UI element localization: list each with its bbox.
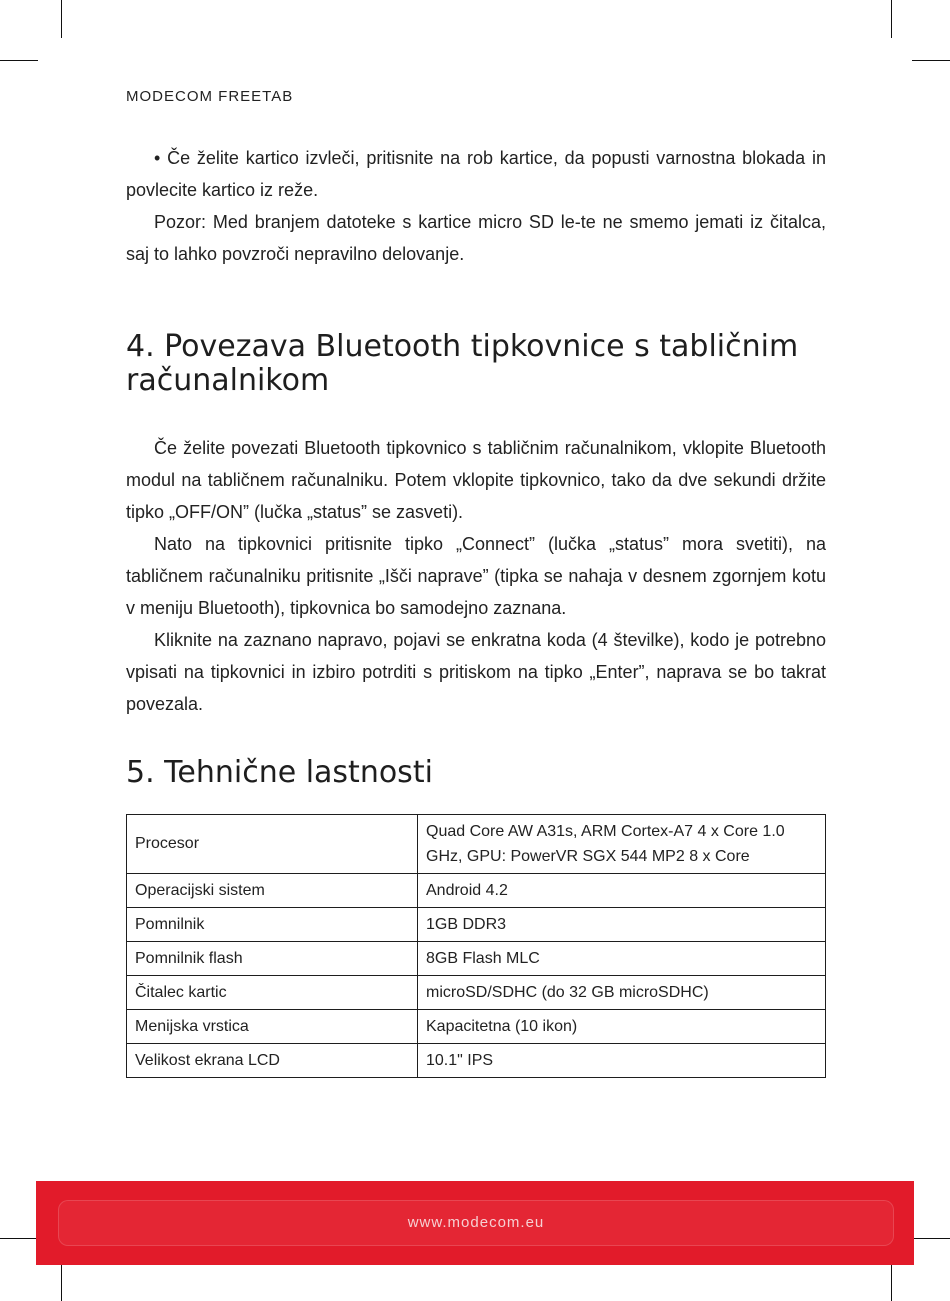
spec-table (126, 814, 826, 1078)
crop-mark (891, 0, 892, 38)
spec-value: 8GB Flash MLC (418, 942, 826, 976)
spec-value: microSD/SDHC (do 32 GB microSDHC) (418, 976, 826, 1010)
spec-row (127, 874, 826, 908)
spec-key: Procesor (127, 815, 418, 874)
spec-value: Quad Core AW A31s, ARM Cortex-A7 4 x Core 1.0 GHz, GPU: PowerVR SGX 544 MP2 8 x Core (418, 815, 826, 874)
section-5-heading: 5. Tehnične lastnosti (126, 755, 433, 790)
intro-paragraph-2: Pozor: Med branjem datoteke s kartice micro SD le-te ne smemo jemati iz čitalca, saj to lahko povzroči nepravilno delovanje. (126, 212, 826, 264)
page-content (126, 142, 826, 1078)
spec-row (127, 815, 826, 874)
footer-url: www.modecom.eu (407, 1214, 545, 1231)
spec-row (127, 976, 826, 1010)
section-4-heading: 4. Povezava Bluetooth tipkovnice s tabličnim računalnikom (126, 329, 799, 398)
spec-key: Pomnilnik flash (127, 942, 418, 976)
crop-mark (0, 1238, 38, 1239)
crop-mark (912, 1238, 950, 1239)
spec-row (127, 1010, 826, 1044)
spec-value: 1GB DDR3 (418, 908, 826, 942)
crop-mark (891, 1262, 892, 1301)
crop-mark (61, 0, 62, 38)
spec-row (127, 942, 826, 976)
spec-key: Operacijski sistem (127, 874, 418, 908)
spec-key: Čitalec kartic (127, 976, 418, 1010)
spec-row (127, 908, 826, 942)
spec-key: Menijska vrstica (127, 1010, 418, 1044)
section-4-paragraph-2: Nato na tipkovnici pritisnite tipko „Connect” (lučka „status” mora svetiti), na tabličnem računalniku pritisnite „Išči naprave” (tipka se nahaja v desnem zgornjem kotu v meniju Bluetooth), tipkovnica bo samodejno zaznana. (126, 534, 826, 618)
intro-paragraph-1: • Če želite kartico izvleči, pritisnite na rob kartice, da popusti varnostna blokada in povlecite kartico iz reže. (126, 148, 826, 200)
crop-mark (0, 60, 38, 61)
page-header-brand: MODECOM FREETAB (126, 88, 294, 105)
spec-row (127, 1044, 826, 1078)
spec-key: Velikost ekrana LCD (127, 1044, 418, 1078)
crop-mark (61, 1262, 62, 1301)
section-4-body (126, 432, 826, 720)
spec-key: Pomnilnik (127, 908, 418, 942)
spec-value: 10.1" IPS (418, 1044, 826, 1078)
crop-mark (912, 60, 950, 61)
spec-value: Android 4.2 (418, 874, 826, 908)
spec-value: Kapacitetna (10 ikon) (418, 1010, 826, 1044)
section-4-paragraph-1: Če želite povezati Bluetooth tipkovnico s tabličnim računalnikom, vklopite Bluetooth modul na tabličnem računalniku. Potem vklopite tipkovnico, tako da dve sekundi držite tipko „OFF/ON” (lučka „status” se zasveti). (126, 438, 826, 522)
section-4-paragraph-3: Kliknite na zaznano napravo, pojavi se enkratna koda (4 številke), kodo je potrebno vpisati na tipkovnici in izbiro potrditi s pritiskom na tipko „Enter”, naprava se bo takrat povezala. (126, 630, 826, 714)
